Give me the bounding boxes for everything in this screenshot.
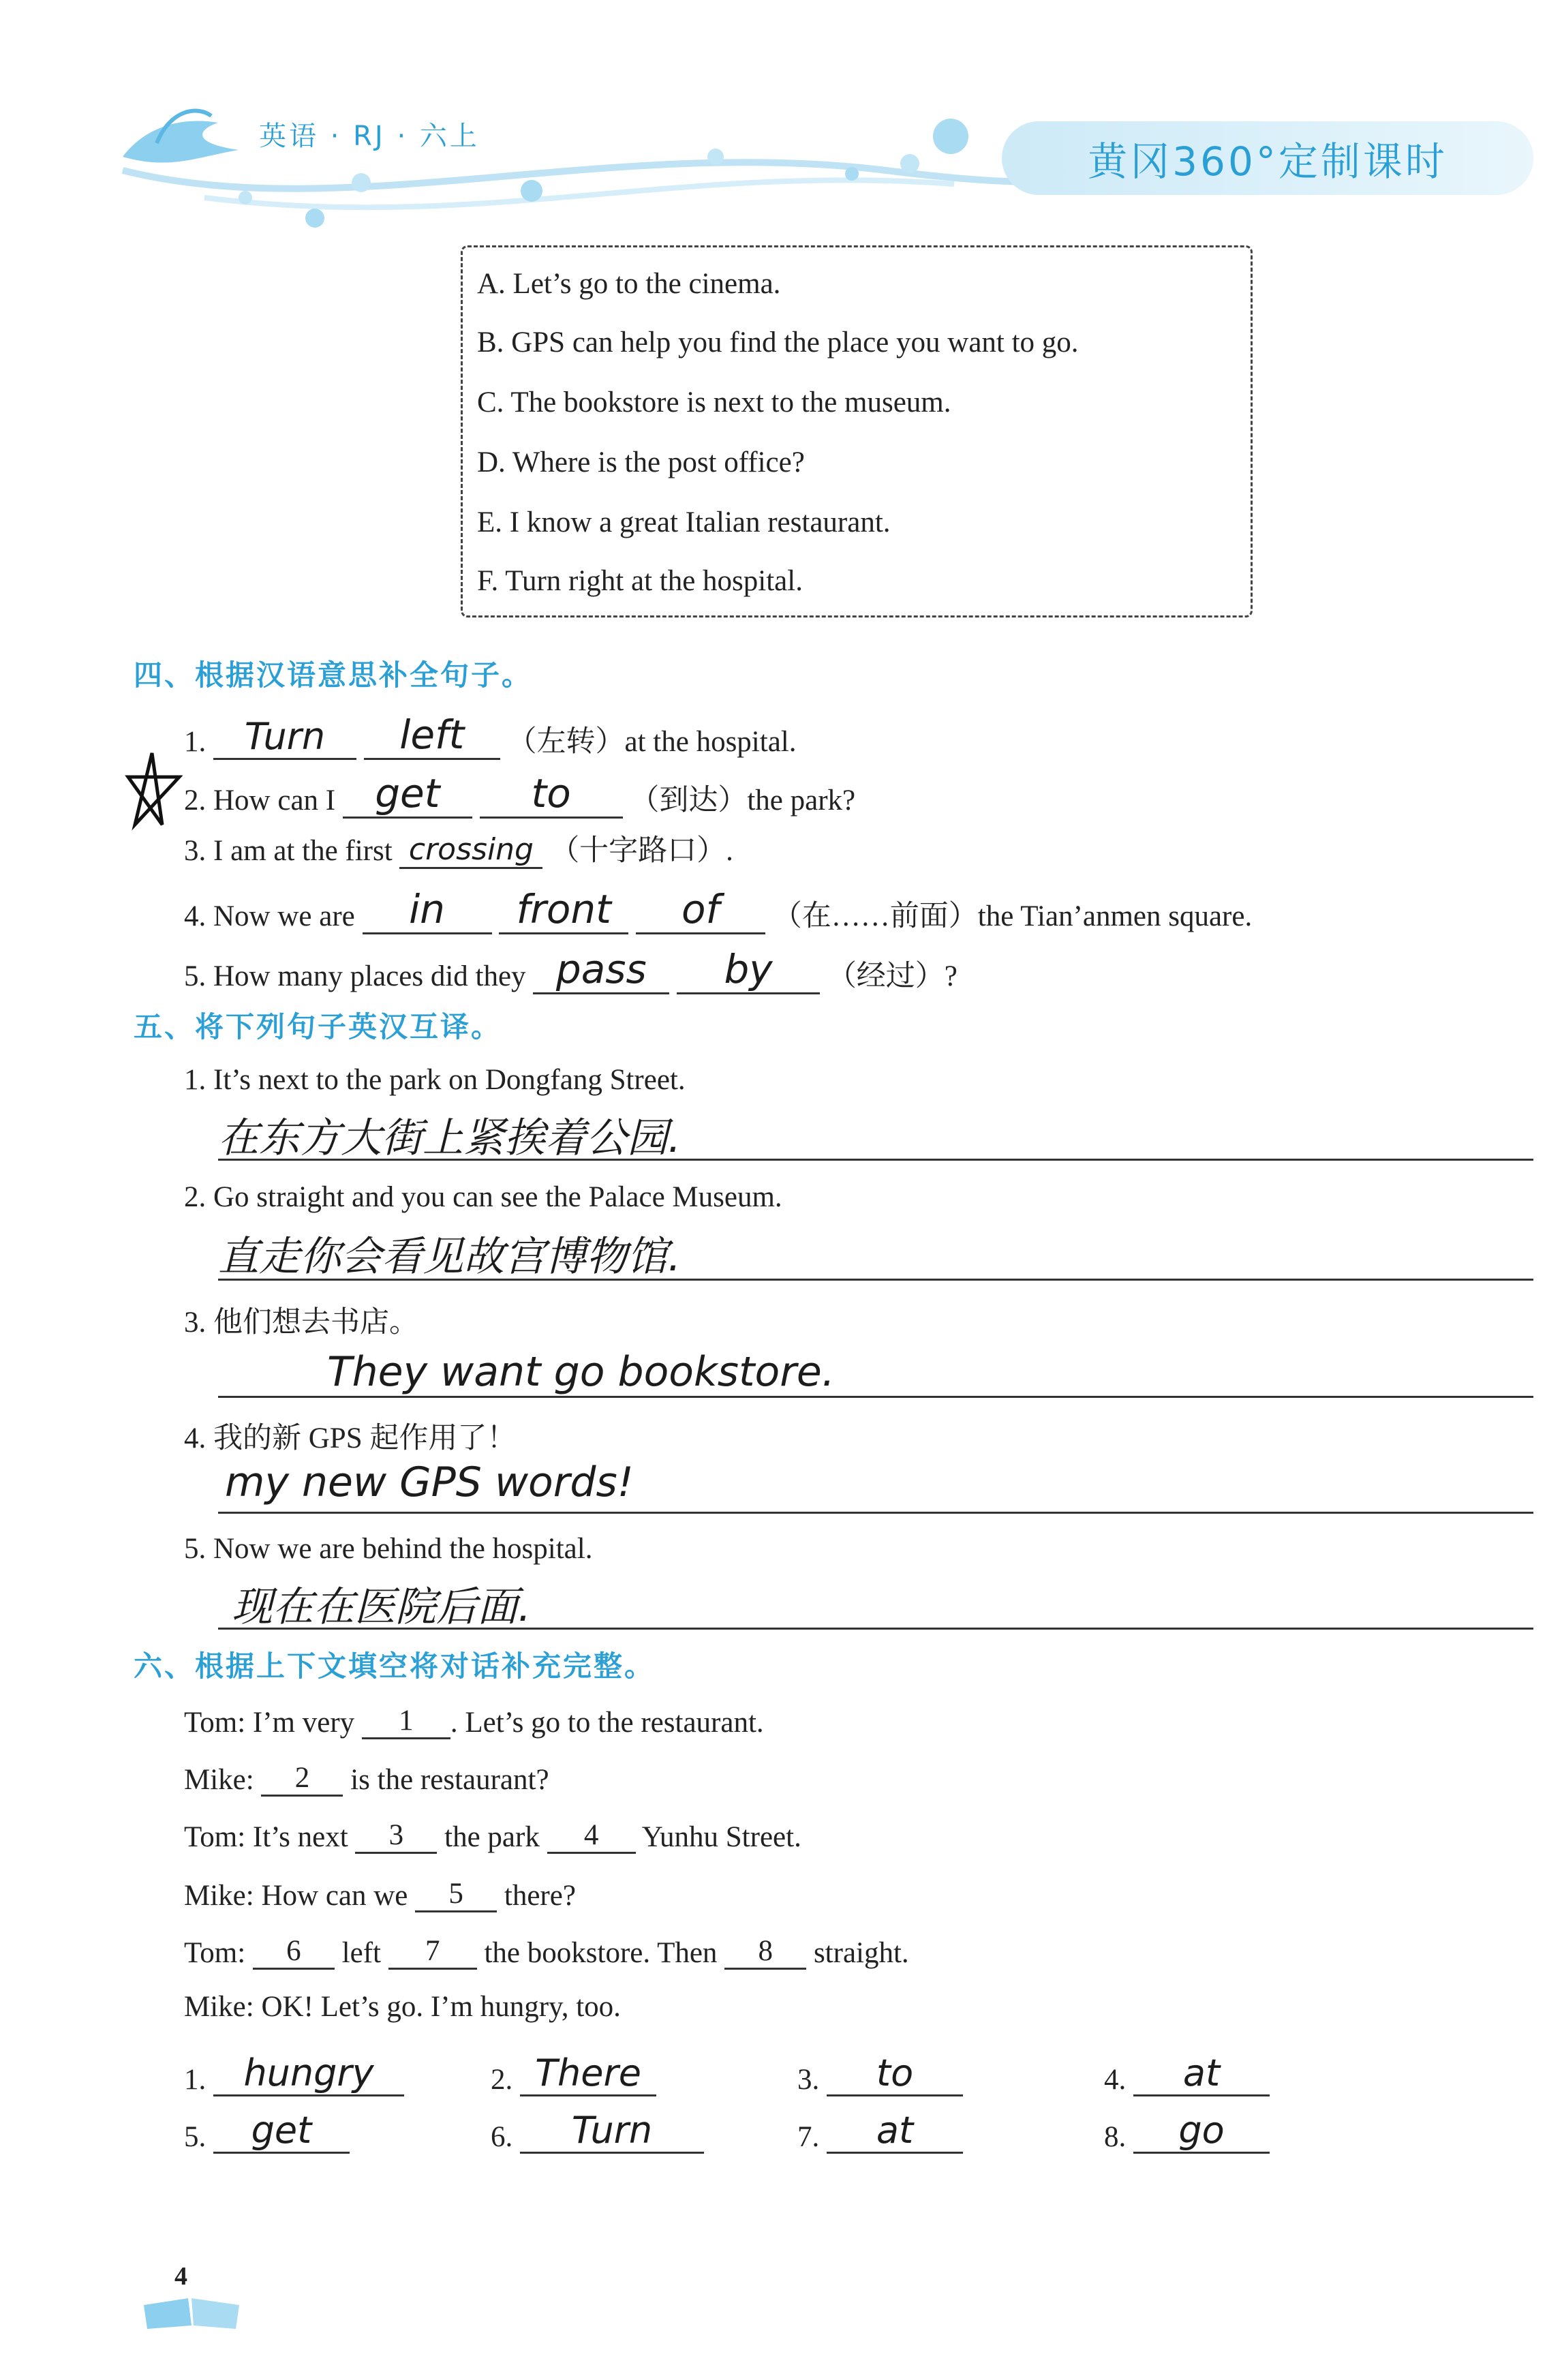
dialog-line-4: Mike: How can we 5 there? (184, 1878, 576, 1912)
option-a: A. Let’s go to the cinema. (477, 268, 781, 300)
answer-blank[interactable]: pass (533, 946, 669, 994)
s4-q4: 4. Now we are in front of （在……前面）the Tian’anmen square. (184, 886, 1252, 934)
answer-item-7: 7. at (797, 2109, 963, 2154)
answer-line (218, 1628, 1533, 1630)
section4-title: 四、根据汉语意思补全句子。 (134, 658, 533, 692)
answer-blank[interactable]: get (343, 770, 472, 819)
option-f: F. Turn right at the hospital. (477, 565, 803, 597)
answer-blank[interactable]: of (636, 886, 765, 934)
s5-answer-1[interactable]: 在东方大街上紧挨着公园. (218, 1114, 682, 1162)
s4-q2: 2. How can I get to （到达）the park? (184, 770, 855, 819)
option-d: D. Where is the post office? (477, 446, 805, 478)
s5-q4: 4. 我的新 GPS 起作用了！ (184, 1422, 517, 1454)
answer-blank[interactable]: Turn (213, 715, 356, 760)
answer-blank[interactable]: hungry (213, 2051, 404, 2096)
option-b: B. GPS can help you find the place you want to go. (477, 326, 1079, 358)
option-c: C. The bookstore is next to the museum. (477, 386, 951, 418)
s5-answer-2[interactable]: 直走你会看见故宫博物馆. (218, 1233, 682, 1281)
star-mark-icon (121, 750, 183, 832)
answer-blank[interactable]: There (520, 2051, 656, 2096)
s5-q5: 5. Now we are behind the hospital. (184, 1533, 593, 1565)
answer-item-8: 8. go (1104, 2109, 1270, 2154)
answer-blank[interactable]: at (827, 2109, 963, 2154)
options-box (461, 245, 1253, 617)
dialog-line-5: Tom: 6 left 7 the bookstore. Then 8 straight. (184, 1935, 909, 1969)
answer-blank[interactable]: crossing (399, 832, 542, 869)
answer-blank[interactable]: go (1133, 2109, 1270, 2154)
answer-blank[interactable]: left (364, 712, 500, 760)
section6-title: 六、根据上下文填空将对话补充完整。 (134, 1649, 656, 1683)
answer-blank[interactable]: at (1133, 2051, 1270, 2096)
s4-q3: 3. I am at the first crossing （十字路口）. (184, 827, 733, 869)
page-number: 4 (174, 2262, 187, 2291)
answer-line (218, 1512, 1533, 1514)
s5-answer-5[interactable]: 现在在医院后面. (232, 1583, 532, 1631)
dialog-line-2: Mike: 2 is the restaurant? (184, 1762, 549, 1796)
answer-item-3: 3. to (797, 2051, 963, 2096)
dialog-line-1: Tom: I’m very 1 . Let’s go to the restaurant. (184, 1705, 764, 1739)
answer-line (218, 1159, 1533, 1161)
s5-q1: 1. It’s next to the park on Dongfang Street. (184, 1064, 686, 1096)
s4-q5: 5. How many places did they pass by （经过）? (184, 946, 958, 994)
answer-item-1: 1. hungry (184, 2051, 404, 2096)
answer-blank[interactable]: front (499, 886, 628, 934)
answer-item-5: 5. get (184, 2109, 350, 2154)
answer-line (218, 1396, 1533, 1398)
answer-item-4: 4. at (1104, 2051, 1270, 2096)
answer-line (218, 1279, 1533, 1281)
answer-blank[interactable]: get (213, 2109, 350, 2154)
dialog-line-6: Mike: OK! Let’s go. I’m hungry, too. (184, 1991, 621, 2023)
brand-title: 黄冈360°定制课时 (1002, 121, 1533, 195)
answer-blank[interactable]: to (480, 770, 623, 819)
s4-q1: 1. Turn left （左转）at the hospital. (184, 712, 796, 760)
s5-q2: 2. Go straight and you can see the Palace Museum. (184, 1181, 782, 1213)
answer-blank[interactable]: Turn (520, 2109, 704, 2154)
answer-blank[interactable]: in (363, 886, 492, 934)
section5-title: 五、将下列句子英汉互译。 (134, 1010, 502, 1043)
answer-blank[interactable]: by (677, 946, 820, 994)
s5-answer-3[interactable]: They want go bookstore. (327, 1348, 835, 1396)
bird-logo-icon (116, 102, 245, 177)
option-e: E. I know a great Italian restaurant. (477, 506, 891, 538)
answer-item-2: 2. There (491, 2051, 656, 2096)
answer-item-6: 6. Turn (491, 2109, 704, 2154)
book-icon (140, 2291, 243, 2332)
subject-label: 英语 · RJ · 六上 (259, 121, 480, 152)
dialog-line-3: Tom: It’s next 3 the park 4 Yunhu Street. (184, 1819, 801, 1853)
answer-blank[interactable]: to (827, 2051, 963, 2096)
s5-q3: 3. 他们想去书店。 (184, 1307, 418, 1339)
s5-answer-4[interactable]: my new GPS words! (225, 1459, 634, 1506)
